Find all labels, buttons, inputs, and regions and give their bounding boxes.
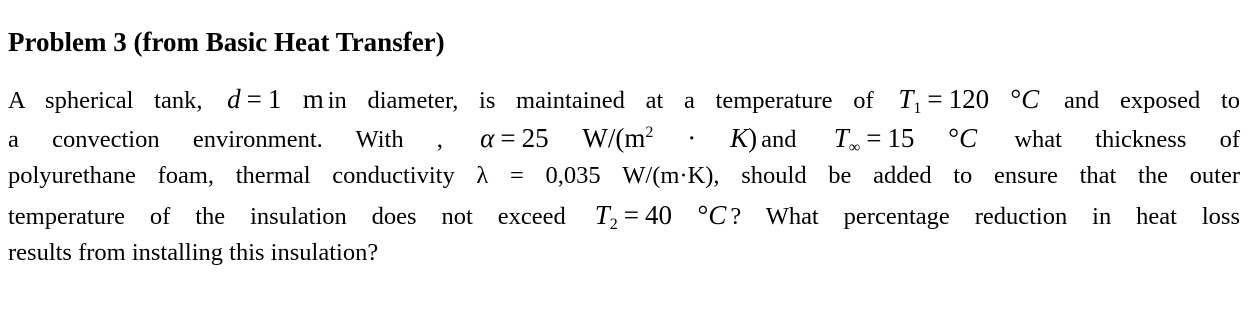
math-alpha: α = 25 $W/(m^2 \cdot K)$ [480, 122, 758, 153]
problem-heading: Problem 3 (from Basic Heat Transfer) [8, 27, 445, 57]
math-T1: $T_1 = 120$ °C [898, 84, 1040, 117]
line4-text-b: ? What percentage reduction in heat loss [730, 202, 1240, 230]
problem-statement [8, 80, 1240, 273]
statement-line-5: results from installing this insulation? [8, 239, 379, 266]
line1-text-c: and exposed to [1063, 87, 1241, 114]
line2-text-b: and [761, 125, 797, 153]
statement-line-4 [8, 196, 1240, 235]
math-T2: $T_2 = 40$ °C [594, 199, 727, 233]
line2-text-c: what thickness of [1014, 125, 1240, 153]
statement-line-1 [8, 80, 1240, 119]
statement-line-2 [8, 119, 1240, 158]
statement-line-3: polyurethane foam, thermal conductivity λ = 0,035 W/(m·K), should be added to ensure that the outer [8, 162, 1240, 189]
math-Tinf: $T_\infty = 15$ °C [833, 122, 978, 156]
line1-text-a: A spherical tank, [8, 87, 203, 114]
line4-text-a: temperature of the insulation does not exceed [8, 202, 566, 230]
line2-text-a: a convection environment. With , [8, 125, 443, 153]
math-diameter: d = 1 m [227, 84, 324, 114]
line1-text-b: in diameter, is maintained at a temperature of [327, 87, 874, 114]
